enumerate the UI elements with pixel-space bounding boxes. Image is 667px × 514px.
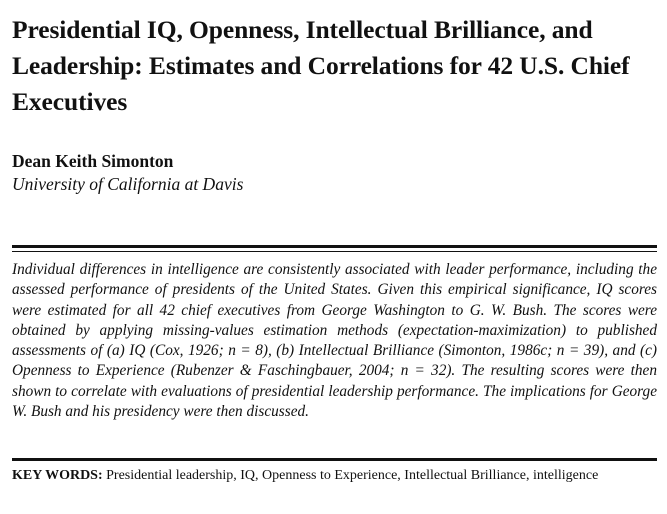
keywords-line [12,466,657,486]
paper-page [12,0,657,514]
abstract-text: Individual differences in intelligence are consistently associated with leader performance, including the assessed performance of presidents of the United States. Given this empirical significance, IQ scores were estimated for all 42 chief executives from George Washington to G. W. Bush. The scores were obtained by applying missing-values estimation methods (expectation-maximization) to published assessments of (a) IQ (Cox, 1926; n = 8), (b) Intellectual Brilliance (Simonton, 1986c; n = 39), and (c) Openness to Experience (Rubenzer & Faschingbauer, 2004; n = 32). The resulting scores were then shown to correlate with evaluations of presidential leadership performance. The implications for George W. Bush and his presidency were then discussed. [12,261,657,421]
author-affiliation: University of California at Davis [12,174,244,194]
author-name: Dean Keith Simonton [12,151,174,171]
keywords-label: KEY WORDS: [12,468,103,483]
abstract-top-rule-thin [12,251,657,252]
paper-title: Presidential IQ, Openness, Intellectual Brilliance, and Leadership: Estimates and Correlations for 42 U.S. Chief Executives [12,15,630,116]
abstract-bottom-rule [12,458,657,461]
keywords-list: Presidential leadership, IQ, Openness to Experience, Intellectual Brilliance, intelligence [106,468,599,483]
abstract-top-rule [12,245,657,248]
